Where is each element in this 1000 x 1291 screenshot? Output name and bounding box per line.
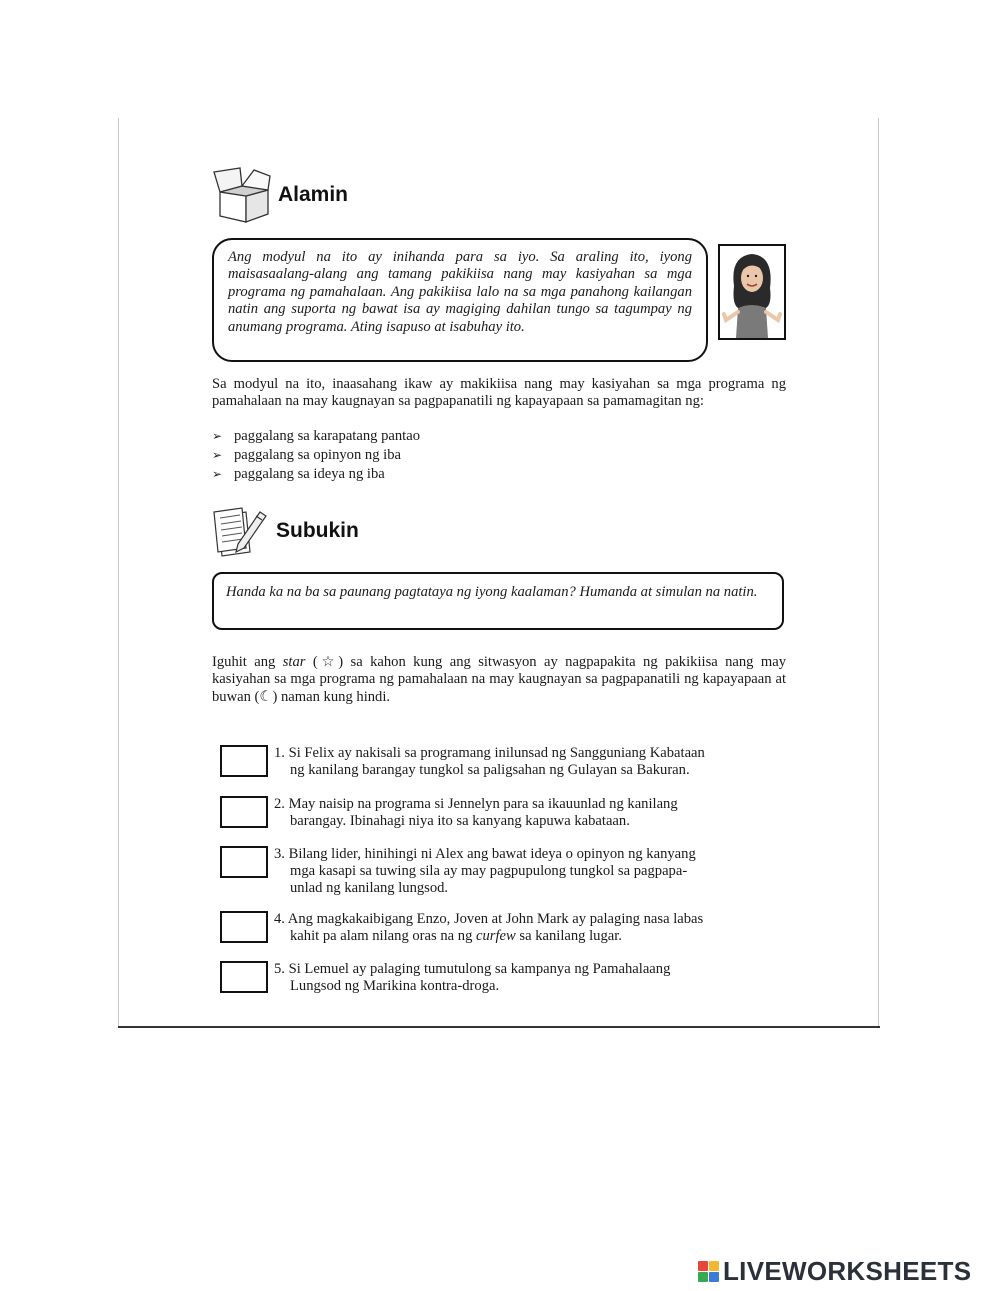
- prompt-text: Handa ka na ba sa paunang pagtataya ng iyong kaalaman? Humanda at simulan na natin.: [226, 584, 758, 600]
- answer-box-1[interactable]: [220, 745, 268, 777]
- objective-list: [212, 427, 420, 484]
- alamin-header: [210, 166, 348, 224]
- paper-pencil-icon: [212, 504, 268, 558]
- logo-tile: [698, 1272, 708, 1282]
- question-text: 3. Bilang lider, hinihingi ni Alex ang bawat ideya o opinyon ng kanyang mga kasapi sa tuwing sila ay may pagpupulong tungkol sa pagpapa- unlad ng kanilang lungsod.: [274, 846, 696, 896]
- logo-tile: [709, 1261, 719, 1271]
- answer-box-3[interactable]: [220, 846, 268, 878]
- objective-text: Sa modyul na ito, inaasahang ikaw ay makikiisa nang may kasiyahan sa mga programa ng pamahalaan na may kaugnayan sa pagpapanatili ng kapayapaan sa pamamagitan ng:: [212, 376, 786, 410]
- logo-tile: [698, 1261, 708, 1271]
- question-text: 2. May naisip na programa si Jennelyn para sa ikauunlad ng kanilang barangay. Ibinahagi niya ito sa kanyang kapuwa kabataan.: [274, 796, 678, 829]
- arrow-icon: ➢: [212, 467, 223, 481]
- page-border-right: [878, 118, 879, 1028]
- teacher-avatar-icon: [720, 246, 784, 338]
- subukin-title: Subukin: [276, 519, 359, 542]
- arrow-icon: ➢: [212, 429, 223, 443]
- intro-text: Ang modyul na ito ay inihanda para sa iyo. Sa araling ito, iyong maisasaalang-alang ang tamang pakikiisa nang may kasiyahan sa mga programa ng pamahalaan. Ang pakikiisa lalo na sa mga panahong kailangan natin ang suporta ng bawat isa ay magiging dahilan tungo sa tagumpay ng anumang programa. Ating isapuso at isabuhay ito.: [228, 249, 692, 335]
- liveworksheets-brand: [698, 1256, 971, 1287]
- logo-tile: [709, 1272, 719, 1282]
- teacher-illustration: [718, 244, 786, 340]
- alamin-title: Alamin: [278, 183, 349, 206]
- question-text: 5. Si Lemuel ay palaging tumutulong sa kampanya ng Pamahalaang Lungsod ng Marikina kontra-droga.: [274, 961, 671, 994]
- open-box-icon: [210, 166, 272, 224]
- liveworksheets-logo-icon: [698, 1261, 719, 1282]
- page-border-left: [118, 118, 119, 1028]
- question-item-4: [220, 911, 774, 945]
- list-item: ➢ paggalang sa opinyon ng iba: [212, 447, 401, 463]
- question-item-5: [220, 961, 774, 995]
- question-item-1: [220, 745, 774, 779]
- question-item-3: [220, 846, 774, 897]
- answer-box-4[interactable]: [220, 911, 268, 943]
- list-item: ➢ paggalang sa karapatang pantao: [212, 428, 420, 444]
- arrow-icon: ➢: [212, 448, 223, 462]
- question-text: 1. Si Felix ay nakisali sa programang inilunsad ng Sangguniang Kabataan ng kanilang barangay tungkol sa paligsahan ng Gulayan sa Bakuran.: [274, 745, 705, 778]
- question-text: 4. Ang magkakaibigang Enzo, Joven at John Mark ay palaging nasa labas kahit pa alam nilang oras na ng curfew sa kanilang lugar.: [274, 911, 704, 944]
- intro-box: [212, 238, 708, 362]
- answer-box-5[interactable]: [220, 961, 268, 993]
- answer-box-2[interactable]: [220, 796, 268, 828]
- list-item: ➢ paggalang sa ideya ng iba: [212, 466, 385, 482]
- subukin-header: [212, 504, 359, 558]
- page-border-bottom: [118, 1026, 880, 1028]
- prompt-box: [212, 572, 784, 630]
- instruction-text: Iguhit ang star (☆) sa kahon kung ang sitwasyon ay nagpapakita ng pakikiisa nang may kasiyahan sa mga programa ng pamahalaan na may kaugnayan sa pagpapanatili ng kapayapaan at buwan (☾) naman kung hindi.: [212, 654, 787, 705]
- question-item-2: [220, 796, 774, 830]
- brand-name: LIVEWORKSHEETS: [723, 1256, 972, 1286]
